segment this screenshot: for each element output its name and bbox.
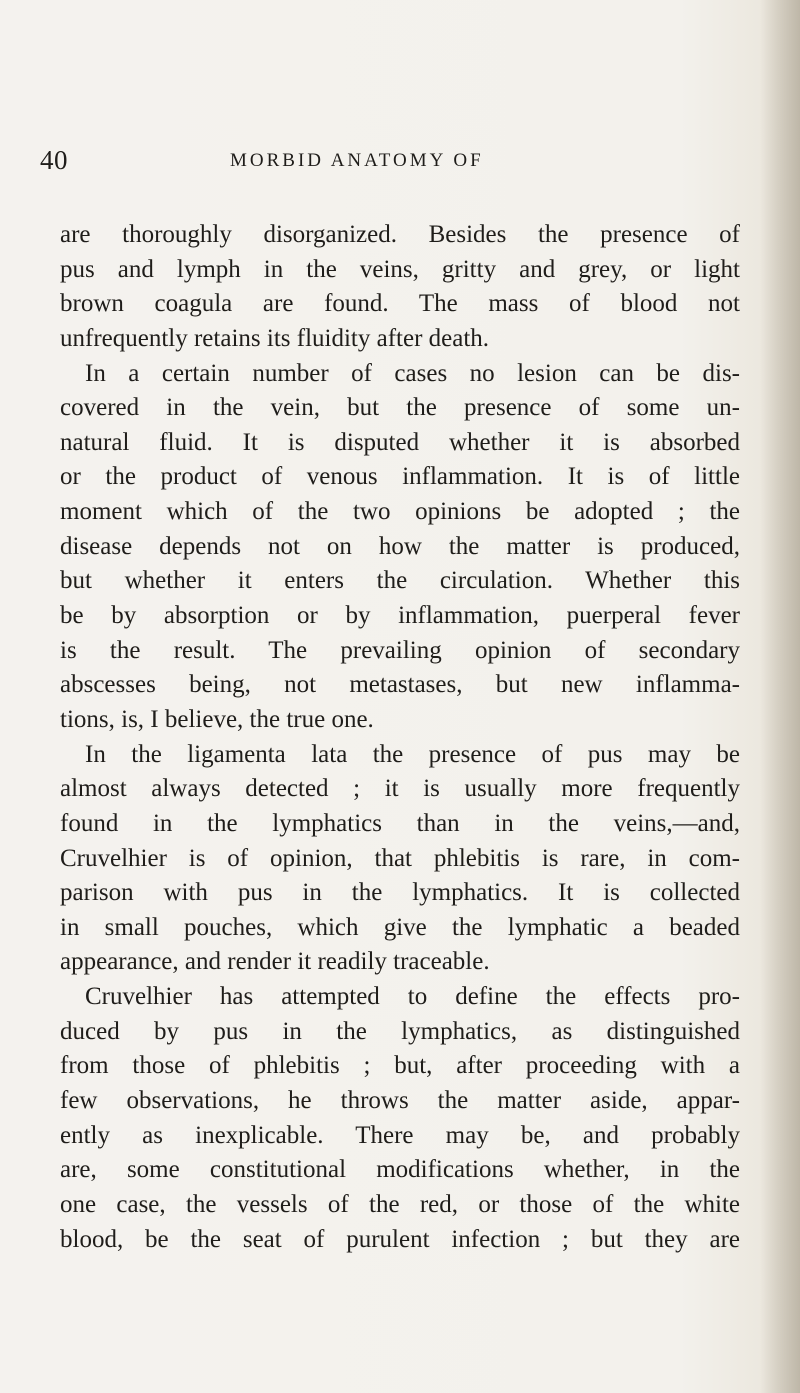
text-line: almost always detected ; it is usually more frequently	[60, 775, 740, 803]
text-line: are, some constitutional modifications whether, in the	[60, 1156, 740, 1184]
text-line: natural fluid. It is disputed whether it is absorbed	[60, 428, 740, 456]
text-line: but whether it enters the circulation. Whether this	[60, 567, 740, 595]
page-number: 40	[40, 145, 68, 175]
text-line: be by absorption or by inflammation, puerperal fever	[60, 602, 740, 630]
text-line: Cruvelhier has attempted to define the effects pro-	[85, 983, 740, 1011]
text-line: blood, be the seat of purulent infection ; but they are	[60, 1225, 740, 1253]
text-line: In the ligamenta lata the presence of pus may be	[85, 740, 740, 768]
page-gutter-shadow	[760, 0, 800, 1393]
text-line: disease depends not on how the matter is produced,	[60, 532, 740, 560]
text-line: is the result. The prevailing opinion of secondary	[60, 636, 740, 664]
body-text	[60, 218, 740, 1257]
text-line: ently as inexplicable. There may be, and probably	[60, 1121, 740, 1149]
text-line: unfrequently retains its fluidity after death.	[60, 324, 490, 352]
text-line: pus and lymph in the veins, gritty and grey, or light	[60, 255, 740, 283]
text-line: moment which of the two opinions be adopted ; the	[60, 498, 740, 526]
text-line: abscesses being, not metastases, but new inflamma-	[60, 671, 740, 699]
text-line: tions, is, I believe, the true one.	[60, 705, 374, 733]
text-line: or the product of venous inflammation. It is of little	[60, 463, 740, 491]
text-line: one case, the vessels of the red, or those of the white	[60, 1190, 740, 1218]
page-header	[40, 145, 760, 185]
text-line: in small pouches, which give the lymphatic a beaded	[60, 913, 740, 941]
text-line: brown coagula are found. The mass of blood not	[60, 290, 740, 318]
text-line: found in the lymphatics than in the veins,—and,	[60, 809, 740, 837]
text-line: parison with pus in the lymphatics. It is collected	[60, 879, 740, 907]
text-line: from those of phlebitis ; but, after proceeding with a	[60, 1052, 740, 1080]
text-line: In a certain number of cases no lesion can be dis-	[85, 359, 740, 387]
text-line: duced by pus in the lymphatics, as distinguished	[60, 1017, 740, 1045]
text-line: few observations, he throws the matter aside, appar-	[60, 1087, 740, 1115]
text-line: covered in the vein, but the presence of some un-	[60, 394, 740, 422]
text-line: Cruvelhier is of opinion, that phlebitis is rare, in com-	[60, 844, 740, 872]
text-line: appearance, and render it readily traceable.	[60, 948, 490, 976]
running-head: MORBID ANATOMY OF	[230, 150, 484, 171]
text-line: are thoroughly disorganized. Besides the presence of	[60, 221, 740, 248]
